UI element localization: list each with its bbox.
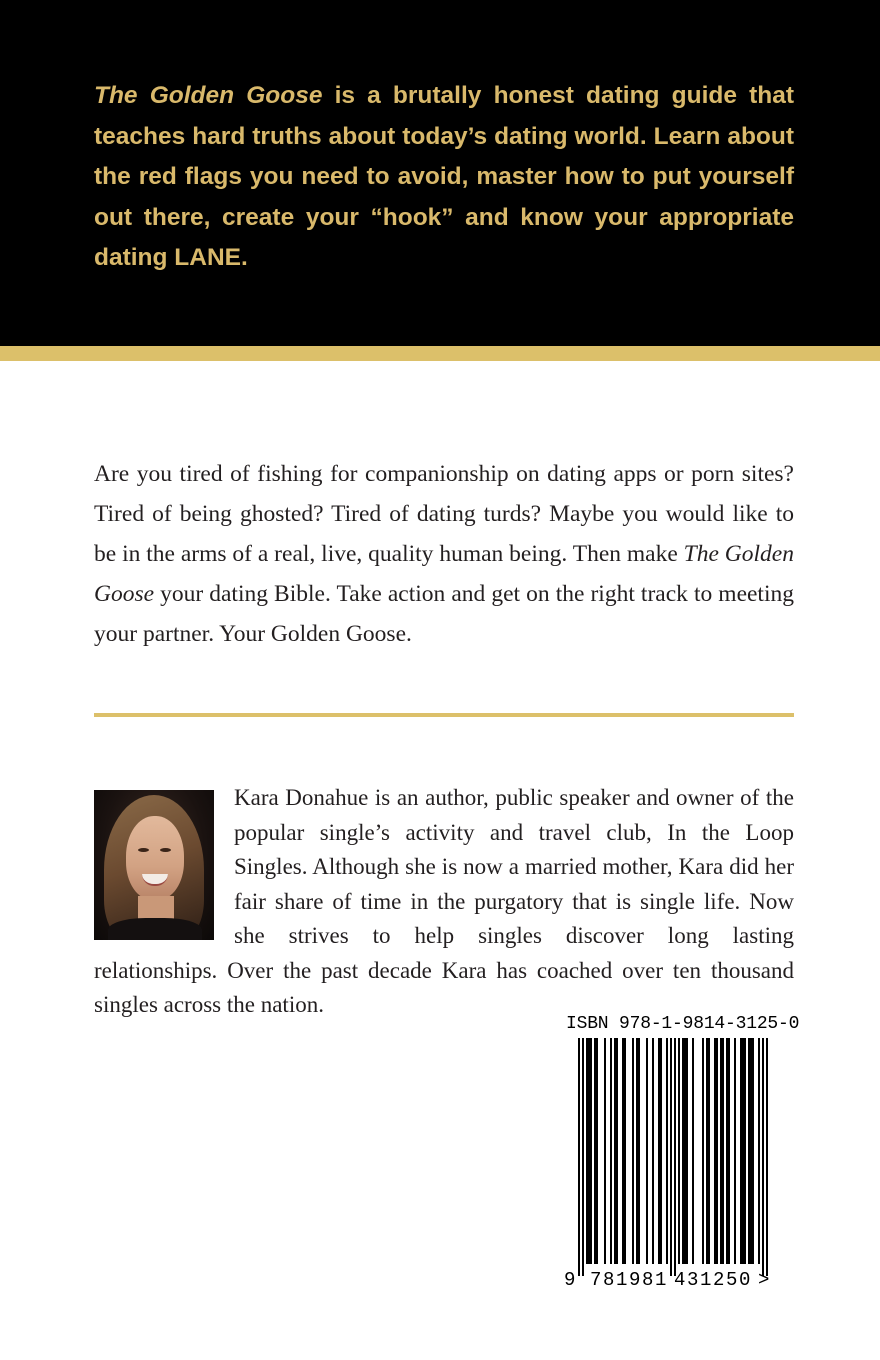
barcode-bar [744, 1038, 746, 1264]
barcode-bar [610, 1038, 612, 1264]
barcode-bar [604, 1038, 606, 1264]
barcode-guard-bar [766, 1038, 768, 1276]
barcode-bar [726, 1038, 728, 1264]
book-description [94, 454, 794, 654]
barcode-bar [708, 1038, 710, 1264]
barcode-guard-bar [674, 1038, 676, 1276]
description-book-title: The Golden Goose [94, 541, 794, 607]
barcode-bar [734, 1038, 736, 1264]
barcode-bar [682, 1038, 684, 1264]
description-part-2: your dating Bible. Take action and get on the right track to meeting your partner. Your Golden Goose. [94, 581, 794, 647]
barcode-bar [666, 1038, 668, 1264]
barcode-bar [596, 1038, 598, 1264]
barcode-guard-bar [582, 1038, 584, 1276]
section-divider [94, 713, 794, 717]
barcode-bar [706, 1038, 708, 1264]
isbn-label: ISBN 978-1-9814-3125-0 [566, 1014, 800, 1034]
barcode-bar [748, 1038, 750, 1264]
barcode-bar [622, 1038, 624, 1264]
barcode-bar [686, 1038, 688, 1264]
barcode-bar [614, 1038, 616, 1264]
barcode-bar [728, 1038, 730, 1264]
barcode-bar [594, 1038, 596, 1264]
ean-prefix: 9 [564, 1269, 576, 1291]
barcode-bar [714, 1038, 716, 1264]
barcode-bar [740, 1038, 742, 1264]
barcode-bar [742, 1038, 744, 1264]
author-bio [94, 781, 794, 1023]
barcode-bar [588, 1038, 590, 1264]
barcode-bar [586, 1038, 588, 1264]
barcode-bar [636, 1038, 638, 1264]
blurb-body: is a brutally honest dating guide that teaches hard truths about today’s dating world. Learn about the red flags you need to avoid, master how to put yourself out there, create your “hook” and know your appropriate dating LANE. [94, 82, 795, 271]
barcode-bar [638, 1038, 640, 1264]
barcode-bar [702, 1038, 704, 1264]
barcode-guard-bar [578, 1038, 580, 1276]
barcode-bar [660, 1038, 662, 1264]
barcode-bar [646, 1038, 648, 1264]
barcode-bar [692, 1038, 694, 1264]
ean-digits [564, 1269, 781, 1291]
barcode-bar [632, 1038, 634, 1264]
barcode-guard-bar [670, 1038, 672, 1276]
barcode-bar [684, 1038, 686, 1264]
barcode-bar [752, 1038, 754, 1264]
ean-left-group: 781981 [590, 1269, 669, 1291]
barcode-bar [758, 1038, 760, 1264]
barcode-guard-bar [762, 1038, 764, 1276]
barcode-bar [678, 1038, 680, 1264]
barcode-bar [616, 1038, 618, 1264]
blurb-book-title: The Golden Goose [94, 82, 323, 109]
description-part-1: Are you tired of fishing for companionship on dating apps or porn sites? Tired of being ghosted? Tired of dating turds? Maybe you would like to be in the arms of a real, live, quality human being. Then make [94, 461, 794, 567]
author-bio-text: Kara Donahue is an author, public speaker and owner of the popular single’s activity and travel club, In the Loop Singles. Although she is now a married mother, Kara did her fair share of time in the purgatory that is single life. Now she strives to help singles discover long lasting relationships. Over the past decade Kara has coached over ten thousand singles across the nation. [94, 785, 794, 1017]
barcode-bar [652, 1038, 654, 1264]
barcode-bar [658, 1038, 660, 1264]
barcode-bar [716, 1038, 718, 1264]
ean-right-group: 431250 [674, 1269, 753, 1291]
blurb-text [94, 76, 794, 279]
barcode-bar [720, 1038, 722, 1264]
barcode-bar [590, 1038, 592, 1264]
gold-band [0, 346, 880, 361]
barcode-bar [722, 1038, 724, 1264]
author-photo [94, 790, 214, 940]
ean-marker: > [758, 1269, 770, 1291]
barcode-bar [624, 1038, 626, 1264]
top-blurb-panel [0, 0, 880, 346]
barcode-bar [750, 1038, 752, 1264]
barcode-box [564, 1014, 800, 1304]
barcode-bars [564, 1038, 781, 1278]
